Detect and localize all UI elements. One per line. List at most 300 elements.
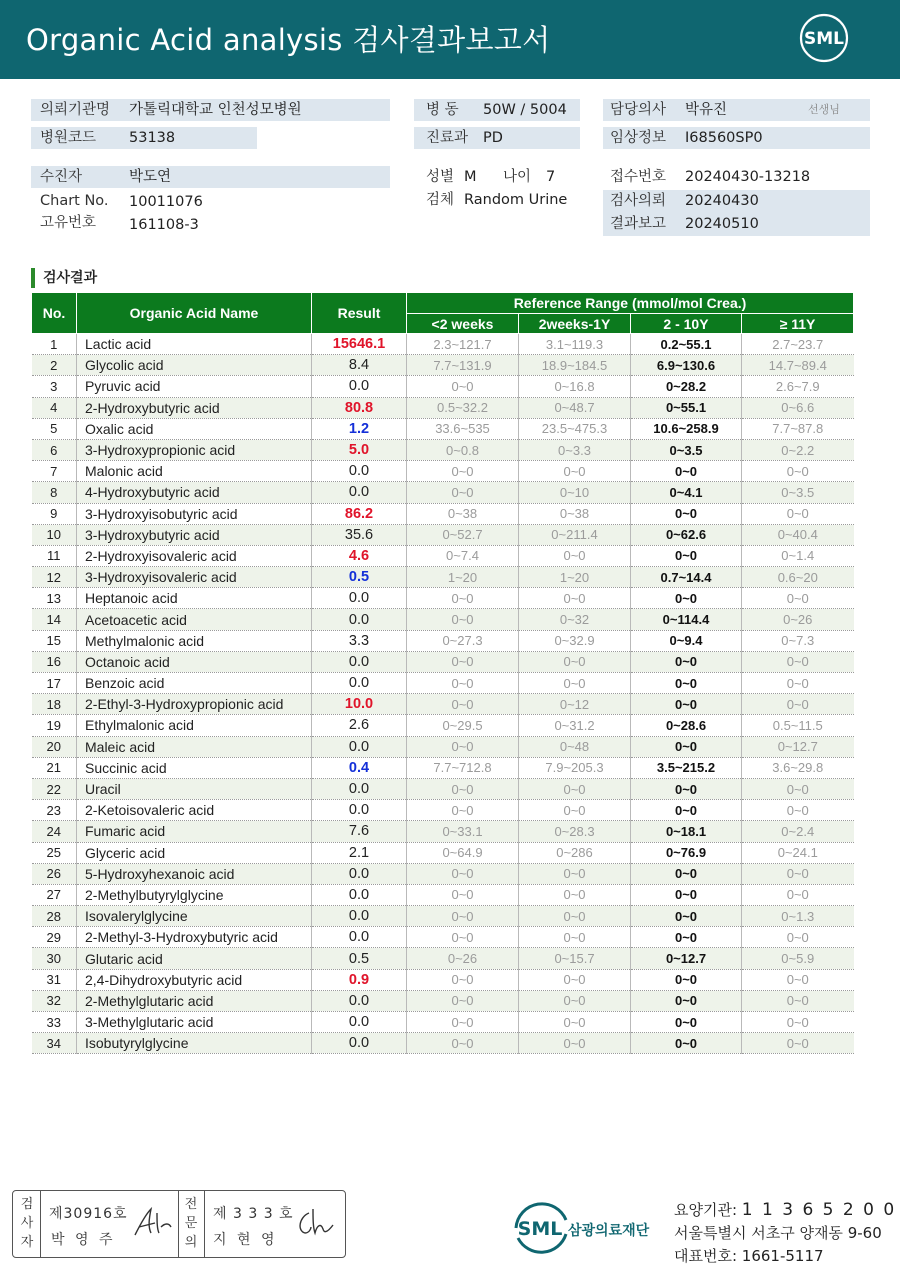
specialist-signature-icon — [293, 1205, 339, 1241]
result-value: 0.0 — [312, 800, 407, 821]
inspector-signature-icon — [131, 1205, 177, 1241]
row-number: 32 — [32, 990, 77, 1011]
range-11y-plus: 0~2.2 — [742, 439, 854, 460]
result-value: 0.0 — [312, 863, 407, 884]
table-row — [32, 630, 854, 651]
inspector-license: 제30916호 — [49, 1206, 128, 1222]
acid-name: Isovalerylglycine — [77, 906, 312, 927]
row-number: 12 — [32, 567, 77, 588]
range-2weeks-1y: 0~286 — [519, 842, 631, 863]
result-value: 10.0 — [312, 694, 407, 715]
footer-phone-line — [674, 1245, 824, 1266]
table-row — [32, 334, 854, 355]
row-number: 5 — [32, 418, 77, 439]
acid-name: 2-Hydroxybutyric acid — [77, 397, 312, 418]
header-name: Organic Acid Name — [77, 293, 312, 334]
sml-logo-icon — [798, 12, 850, 64]
row-number: 3 — [32, 376, 77, 397]
row-number: 7 — [32, 461, 77, 482]
report-label: 결과보고 — [610, 216, 667, 232]
receipt-value: 20240430-13218 — [685, 169, 811, 185]
footer-org-name: 삼광의료재단 — [568, 1223, 650, 1239]
table-row — [32, 800, 854, 821]
result-value: 0.0 — [312, 609, 407, 630]
range-2-10y: 0~0 — [631, 863, 742, 884]
request-label: 검사의뢰 — [610, 193, 667, 209]
header-range-2-10y: 2 - 10Y — [631, 314, 742, 334]
range-11y-plus: 2.7~23.7 — [742, 334, 854, 355]
range-11y-plus: 7.7~87.8 — [742, 418, 854, 439]
table-row — [32, 884, 854, 905]
acid-name: 2-Ethyl-3-Hydroxypropionic acid — [77, 694, 312, 715]
patient-label: 수진자 — [40, 169, 83, 185]
range-2-10y: 0~0 — [631, 694, 742, 715]
result-value: 0.0 — [312, 778, 407, 799]
acid-name: 2-Methyl-3-Hydroxybutyric acid — [77, 927, 312, 948]
table-row — [32, 355, 854, 376]
sex-value: M — [464, 169, 477, 185]
row-number: 15 — [32, 630, 77, 651]
table-row — [32, 439, 854, 460]
result-value: 0.0 — [312, 884, 407, 905]
range-under-2-weeks: 0~0 — [407, 461, 519, 482]
range-2weeks-1y: 0~0 — [519, 1012, 631, 1033]
doctor-label: 담당의사 — [610, 102, 667, 118]
acid-name: Isobutyrylglycine — [77, 1033, 312, 1054]
row-number: 6 — [32, 439, 77, 460]
footer-code: 1 1 3 6 5 2 0 0 — [741, 1200, 897, 1220]
range-under-2-weeks: 33.6~535 — [407, 418, 519, 439]
result-value: 15646.1 — [312, 334, 407, 355]
result-value: 0.0 — [312, 376, 407, 397]
range-2weeks-1y: 0~16.8 — [519, 376, 631, 397]
result-value: 0.0 — [312, 1012, 407, 1033]
department-label: 진료과 — [426, 130, 469, 146]
range-under-2-weeks: 0~0 — [407, 863, 519, 884]
range-2-10y: 0~114.4 — [631, 609, 742, 630]
result-value: 0.0 — [312, 673, 407, 694]
range-2-10y: 0~18.1 — [631, 821, 742, 842]
result-value: 7.6 — [312, 821, 407, 842]
range-under-2-weeks: 0~0 — [407, 927, 519, 948]
table-row — [32, 736, 854, 757]
inspector-vertical-label: 검 사 자 — [20, 1197, 34, 1250]
table-row — [32, 461, 854, 482]
table-row — [32, 397, 854, 418]
doctor-suffix: 선생님 — [808, 103, 840, 116]
range-2weeks-1y: 0~0 — [519, 778, 631, 799]
result-value: 0.0 — [312, 461, 407, 482]
range-2weeks-1y: 0~12 — [519, 694, 631, 715]
range-under-2-weeks: 0~27.3 — [407, 630, 519, 651]
range-2-10y: 0~62.6 — [631, 524, 742, 545]
range-under-2-weeks: 1~20 — [407, 567, 519, 588]
header-range-11y-plus: ≥ 11Y — [742, 314, 854, 334]
acid-name: 3-Methylglutaric acid — [77, 1012, 312, 1033]
range-11y-plus: 0~0 — [742, 694, 854, 715]
table-row — [32, 863, 854, 884]
range-11y-plus: 0~7.3 — [742, 630, 854, 651]
range-2-10y: 0~55.1 — [631, 397, 742, 418]
range-under-2-weeks: 0~38 — [407, 503, 519, 524]
range-11y-plus: 0~26 — [742, 609, 854, 630]
range-11y-plus: 0~0 — [742, 673, 854, 694]
acid-name: Benzoic acid — [77, 673, 312, 694]
range-2-10y: 0~0 — [631, 545, 742, 566]
acid-name: Glyceric acid — [77, 842, 312, 863]
range-2-10y: 0~0 — [631, 990, 742, 1011]
table-row — [32, 482, 854, 503]
footer-code-label: 요양기관: — [674, 1201, 738, 1219]
signature-box — [12, 1190, 346, 1258]
range-2-10y: 0.2~55.1 — [631, 334, 742, 355]
result-value: 0.5 — [312, 948, 407, 969]
acid-name: 3-Hydroxybutyric acid — [77, 524, 312, 545]
table-row — [32, 503, 854, 524]
range-11y-plus: 0~40.4 — [742, 524, 854, 545]
range-under-2-weeks: 0~0 — [407, 800, 519, 821]
row-number: 8 — [32, 482, 77, 503]
row-number: 10 — [32, 524, 77, 545]
acid-name: 3-Hydroxypropionic acid — [77, 439, 312, 460]
section-title: 검사결과 — [31, 268, 97, 288]
acid-name: 2,4-Dihydroxybutyric acid — [77, 969, 312, 990]
range-11y-plus: 0~12.7 — [742, 736, 854, 757]
specialist-name: 지 현 영 — [213, 1232, 278, 1248]
range-11y-plus: 0~1.4 — [742, 545, 854, 566]
row-number: 18 — [32, 694, 77, 715]
result-value: 0.0 — [312, 906, 407, 927]
range-2-10y: 0~4.1 — [631, 482, 742, 503]
range-2weeks-1y: 0~38 — [519, 503, 631, 524]
range-11y-plus: 0~0 — [742, 651, 854, 672]
results-table — [31, 292, 854, 1054]
range-under-2-weeks: 0~33.1 — [407, 821, 519, 842]
range-under-2-weeks: 0.5~32.2 — [407, 397, 519, 418]
range-2-10y: 0~0 — [631, 588, 742, 609]
header-no: No. — [32, 293, 77, 334]
acid-name: Acetoacetic acid — [77, 609, 312, 630]
result-value: 0.0 — [312, 927, 407, 948]
result-value: 80.8 — [312, 397, 407, 418]
table-row — [32, 545, 854, 566]
institution-label: 의뢰기관명 — [40, 102, 111, 118]
range-2weeks-1y: 0~0 — [519, 969, 631, 990]
range-2-10y: 0~0 — [631, 503, 742, 524]
table-row — [32, 1033, 854, 1054]
range-2-10y: 0~0 — [631, 800, 742, 821]
acid-name: Oxalic acid — [77, 418, 312, 439]
range-11y-plus: 14.7~89.4 — [742, 355, 854, 376]
row-number: 20 — [32, 736, 77, 757]
acid-name: 2-Methylglutaric acid — [77, 990, 312, 1011]
range-under-2-weeks: 0~7.4 — [407, 545, 519, 566]
table-row — [32, 651, 854, 672]
acid-name: 2-Methylbutyrylglycine — [77, 884, 312, 905]
table-row — [32, 990, 854, 1011]
chart-label: Chart No. — [40, 193, 109, 209]
range-2weeks-1y: 18.9~184.5 — [519, 355, 631, 376]
result-value: 8.4 — [312, 355, 407, 376]
range-under-2-weeks: 0~29.5 — [407, 715, 519, 736]
range-2weeks-1y: 0~0 — [519, 651, 631, 672]
range-2weeks-1y: 0~211.4 — [519, 524, 631, 545]
chart-value: 10011076 — [129, 194, 203, 210]
range-11y-plus: 3.6~29.8 — [742, 757, 854, 778]
table-row — [32, 418, 854, 439]
acid-name: 5-Hydroxyhexanoic acid — [77, 863, 312, 884]
range-11y-plus: 0~0 — [742, 503, 854, 524]
specialist-license: 제 3 3 3 호 — [213, 1206, 294, 1222]
row-number: 14 — [32, 609, 77, 630]
range-11y-plus: 0~0 — [742, 863, 854, 884]
acid-name: 3-Hydroxyisovaleric acid — [77, 567, 312, 588]
range-2weeks-1y: 0~0 — [519, 461, 631, 482]
table-row — [32, 842, 854, 863]
range-2weeks-1y: 7.9~205.3 — [519, 757, 631, 778]
range-11y-plus: 0~0 — [742, 1012, 854, 1033]
range-2weeks-1y: 0~0 — [519, 884, 631, 905]
result-value: 2.6 — [312, 715, 407, 736]
result-value: 0.0 — [312, 588, 407, 609]
range-11y-plus: 0~0 — [742, 990, 854, 1011]
institution-value: 가톨릭대학교 인천성모병원 — [129, 102, 302, 118]
row-number: 9 — [32, 503, 77, 524]
acid-name: 4-Hydroxybutyric acid — [77, 482, 312, 503]
range-under-2-weeks: 0~0 — [407, 778, 519, 799]
row-number: 16 — [32, 651, 77, 672]
range-under-2-weeks: 7.7~131.9 — [407, 355, 519, 376]
result-value: 3.3 — [312, 630, 407, 651]
range-2-10y: 0~0 — [631, 1033, 742, 1054]
range-2weeks-1y: 0~0 — [519, 927, 631, 948]
acid-name: Uracil — [77, 778, 312, 799]
department-value: PD — [483, 130, 503, 146]
range-under-2-weeks: 2.3~121.7 — [407, 334, 519, 355]
range-2-10y: 0~0 — [631, 969, 742, 990]
table-row — [32, 567, 854, 588]
result-value: 0.0 — [312, 482, 407, 503]
range-2-10y: 0~0 — [631, 906, 742, 927]
acid-name: 2-Ketoisovaleric acid — [77, 800, 312, 821]
range-2-10y: 0~0 — [631, 884, 742, 905]
acid-name: Lactic acid — [77, 334, 312, 355]
row-number: 33 — [32, 1012, 77, 1033]
table-row — [32, 757, 854, 778]
result-value: 0.0 — [312, 736, 407, 757]
specimen-value: Random Urine — [464, 192, 568, 208]
range-2-10y: 10.6~258.9 — [631, 418, 742, 439]
range-2weeks-1y: 1~20 — [519, 567, 631, 588]
table-row — [32, 821, 854, 842]
range-under-2-weeks: 0~0 — [407, 990, 519, 1011]
range-11y-plus: 0~0 — [742, 927, 854, 948]
receipt-label: 접수번호 — [610, 169, 667, 185]
range-2weeks-1y: 0~10 — [519, 482, 631, 503]
range-2weeks-1y: 0~0 — [519, 863, 631, 884]
ward-value: 50W / 5004 — [483, 102, 567, 118]
acid-name: Maleic acid — [77, 736, 312, 757]
report-title: Organic Acid analysis 검사결과보고서 — [26, 23, 551, 57]
ward-label: 병 동 — [426, 102, 459, 118]
acid-name: Fumaric acid — [77, 821, 312, 842]
acid-name: Succinic acid — [77, 757, 312, 778]
result-value: 2.1 — [312, 842, 407, 863]
row-number: 4 — [32, 397, 77, 418]
range-2weeks-1y: 0~0 — [519, 990, 631, 1011]
inspector-name: 박 영 주 — [51, 1232, 116, 1248]
range-2weeks-1y: 0~32.9 — [519, 630, 631, 651]
acid-name: Malonic acid — [77, 461, 312, 482]
range-2weeks-1y: 0~0 — [519, 588, 631, 609]
table-row — [32, 969, 854, 990]
row-number: 1 — [32, 334, 77, 355]
result-value: 0.9 — [312, 969, 407, 990]
range-under-2-weeks: 0~0 — [407, 673, 519, 694]
range-2weeks-1y: 0~28.3 — [519, 821, 631, 842]
range-2-10y: 0~0 — [631, 651, 742, 672]
range-under-2-weeks: 0~0 — [407, 906, 519, 927]
range-under-2-weeks: 0~64.9 — [407, 842, 519, 863]
range-2weeks-1y: 0~0 — [519, 673, 631, 694]
result-rows — [32, 334, 854, 1054]
row-number: 30 — [32, 948, 77, 969]
range-2-10y: 0~76.9 — [631, 842, 742, 863]
range-2-10y: 0~3.5 — [631, 439, 742, 460]
acid-name: 2-Hydroxyisovaleric acid — [77, 545, 312, 566]
acid-name: Glutaric acid — [77, 948, 312, 969]
footer-phone-label: 대표번호: — [674, 1247, 738, 1265]
footer-logo-text: SML — [517, 1218, 563, 1240]
result-value: 0.5 — [312, 567, 407, 588]
row-number: 11 — [32, 545, 77, 566]
age-value: 7 — [546, 169, 556, 185]
logo-text: SML — [804, 29, 844, 49]
specialist-vertical-label: 전 문 의 — [184, 1197, 198, 1250]
range-under-2-weeks: 0~0 — [407, 736, 519, 757]
header-range-2weeks-1y: 2weeks-1Y — [519, 314, 631, 334]
acid-name: Pyruvic acid — [77, 376, 312, 397]
table-row — [32, 376, 854, 397]
table-row — [32, 927, 854, 948]
acid-name: Methylmalonic acid — [77, 630, 312, 651]
table-row — [32, 906, 854, 927]
row-number: 28 — [32, 906, 77, 927]
range-11y-plus: 0~6.6 — [742, 397, 854, 418]
age-label: 나이 — [503, 169, 532, 185]
report-header — [0, 0, 900, 79]
footer-sml-logo-icon — [510, 1198, 660, 1256]
clinical-value: I68560SP0 — [685, 130, 763, 146]
range-2weeks-1y: 0~0 — [519, 906, 631, 927]
range-11y-plus: 0~5.9 — [742, 948, 854, 969]
range-11y-plus: 0~0 — [742, 884, 854, 905]
row-number: 2 — [32, 355, 77, 376]
range-under-2-weeks: 7.7~712.8 — [407, 757, 519, 778]
table-row — [32, 524, 854, 545]
range-under-2-weeks: 0~26 — [407, 948, 519, 969]
range-2weeks-1y: 0~32 — [519, 609, 631, 630]
footer-phone: 1661-5117 — [741, 1247, 824, 1265]
row-number: 24 — [32, 821, 77, 842]
report-value: 20240510 — [685, 216, 759, 232]
range-2weeks-1y: 0~0 — [519, 545, 631, 566]
row-number: 31 — [32, 969, 77, 990]
table-row — [32, 715, 854, 736]
range-under-2-weeks: 0~0.8 — [407, 439, 519, 460]
acid-name: Heptanoic acid — [77, 588, 312, 609]
specimen-label: 검체 — [426, 192, 455, 208]
header-reference-range: Reference Range (mmol/mol Crea.) — [407, 293, 854, 314]
range-2-10y: 0~0 — [631, 1012, 742, 1033]
table-row — [32, 609, 854, 630]
range-11y-plus: 0~0 — [742, 1033, 854, 1054]
table-row — [32, 778, 854, 799]
range-11y-plus: 2.6~7.9 — [742, 376, 854, 397]
range-2-10y: 0~0 — [631, 927, 742, 948]
hospital-code-value: 53138 — [129, 130, 176, 146]
range-under-2-weeks: 0~52.7 — [407, 524, 519, 545]
range-2-10y: 3.5~215.2 — [631, 757, 742, 778]
range-2weeks-1y: 0~0 — [519, 800, 631, 821]
row-number: 19 — [32, 715, 77, 736]
row-number: 29 — [32, 927, 77, 948]
range-2-10y: 0~12.7 — [631, 948, 742, 969]
range-under-2-weeks: 0~0 — [407, 694, 519, 715]
range-11y-plus: 0~2.4 — [742, 821, 854, 842]
range-2weeks-1y: 0~48 — [519, 736, 631, 757]
range-11y-plus: 0~3.5 — [742, 482, 854, 503]
range-2-10y: 6.9~130.6 — [631, 355, 742, 376]
header-range-under-2-weeks: <2 weeks — [407, 314, 519, 334]
range-2-10y: 0~0 — [631, 736, 742, 757]
range-under-2-weeks: 0~0 — [407, 609, 519, 630]
range-2-10y: 0~28.6 — [631, 715, 742, 736]
patient-value: 박도연 — [129, 169, 172, 185]
acid-name: 3-Hydroxyisobutyric acid — [77, 503, 312, 524]
range-2weeks-1y: 0~15.7 — [519, 948, 631, 969]
table-row — [32, 694, 854, 715]
header-result: Result — [312, 293, 407, 334]
row-number: 17 — [32, 673, 77, 694]
range-2weeks-1y: 0~3.3 — [519, 439, 631, 460]
row-number: 13 — [32, 588, 77, 609]
range-2-10y: 0~0 — [631, 673, 742, 694]
range-2weeks-1y: 0~31.2 — [519, 715, 631, 736]
footer-code-line — [674, 1199, 896, 1220]
range-11y-plus: 0.6~20 — [742, 567, 854, 588]
range-11y-plus: 0~0 — [742, 969, 854, 990]
acid-name: Octanoic acid — [77, 651, 312, 672]
row-number: 27 — [32, 884, 77, 905]
range-under-2-weeks: 0~0 — [407, 651, 519, 672]
range-2weeks-1y: 0~0 — [519, 1033, 631, 1054]
result-value: 5.0 — [312, 439, 407, 460]
range-11y-plus: 0.5~11.5 — [742, 715, 854, 736]
row-number: 25 — [32, 842, 77, 863]
range-11y-plus: 0~0 — [742, 461, 854, 482]
result-value: 35.6 — [312, 524, 407, 545]
table-row — [32, 673, 854, 694]
unique-value: 161108-3 — [129, 217, 199, 233]
row-number: 23 — [32, 800, 77, 821]
table-row — [32, 948, 854, 969]
range-2-10y: 0~0 — [631, 461, 742, 482]
range-under-2-weeks: 0~0 — [407, 884, 519, 905]
range-11y-plus: 0~0 — [742, 588, 854, 609]
row-number: 22 — [32, 778, 77, 799]
range-11y-plus: 0~0 — [742, 800, 854, 821]
